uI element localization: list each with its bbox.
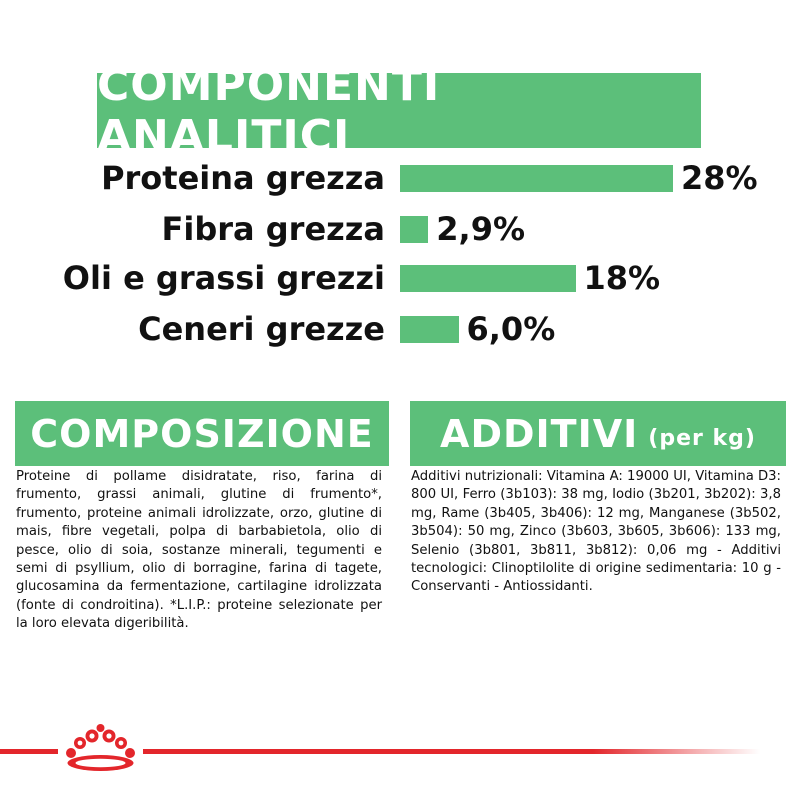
- analytics-row-bar: [400, 165, 673, 192]
- additives-title-suffix: (per kg): [648, 426, 756, 451]
- analytics-row-label: Ceneri grezze: [138, 310, 385, 348]
- analytics-row: [0, 156, 800, 200]
- composition-title-banner: [15, 401, 389, 466]
- analytics-row-value: 28%: [681, 159, 758, 197]
- analytics-row-label: Fibra grezza: [161, 210, 385, 248]
- analytics-row-label: Oli e grassi grezzi: [62, 259, 385, 297]
- analytics-row-value: 6,0%: [466, 310, 556, 348]
- analytics-row: [0, 307, 800, 351]
- analytics-row-label: Proteina grezza: [101, 159, 385, 197]
- analytics-row-bar: [400, 316, 459, 343]
- additives-title-banner: [410, 401, 786, 466]
- composition-title: COMPOSIZIONE: [30, 411, 374, 456]
- analytics-row: [0, 256, 800, 300]
- analytics-title: COMPONENTI ANALITICI: [97, 59, 441, 162]
- analytics-row-bar: [400, 265, 576, 292]
- analytics-row: [0, 207, 800, 251]
- crown-icon: [58, 723, 143, 775]
- additives-title: ADDITIVI: [440, 411, 639, 456]
- additives-text: Additivi nutrizionali: Vitamina A: 19000 UI, Vitamina D3: 800 UI, Ferro (3b103): 38 mg, Iodio (3b201, 3b202): 3,8 mg, Rame (3b405, 3b406): 12 mg, Manganese (3b502, 3b504): 50 mg, Zinco (3b603, 3b605, 3b606): 133 mg, Selenio (3b801, 3b811, 3b812): 0,06 mg - Additivi tecnologici: Clinoptilolite di origine sedimentaria: 10 g - Conservanti - Antiossidanti.: [411, 469, 781, 595]
- composition-text: Proteine di pollame disidratate, riso, farina di frumento, grassi animali, glutine di frumento*, frumento, proteine animali idrolizzate, orzo, glutine di mais, fibre vegetali, polpa di barbabietola, olio di pesce, olio di soia, sostanze minerali, tegumenti e semi di psyllium, olio di borragine, farina di tagete, glucosamina da fermentazione, cartilagine idrolizzata (fonte di condroitina). *L.I.P.: proteine selezionate per la loro elevata digeribilità.: [16, 469, 382, 632]
- analytics-row-value: 18%: [583, 259, 661, 297]
- analytics-row-bar: [400, 216, 428, 243]
- analytics-title-banner: [97, 59, 701, 162]
- analytics-row-value: 2,9%: [436, 210, 526, 248]
